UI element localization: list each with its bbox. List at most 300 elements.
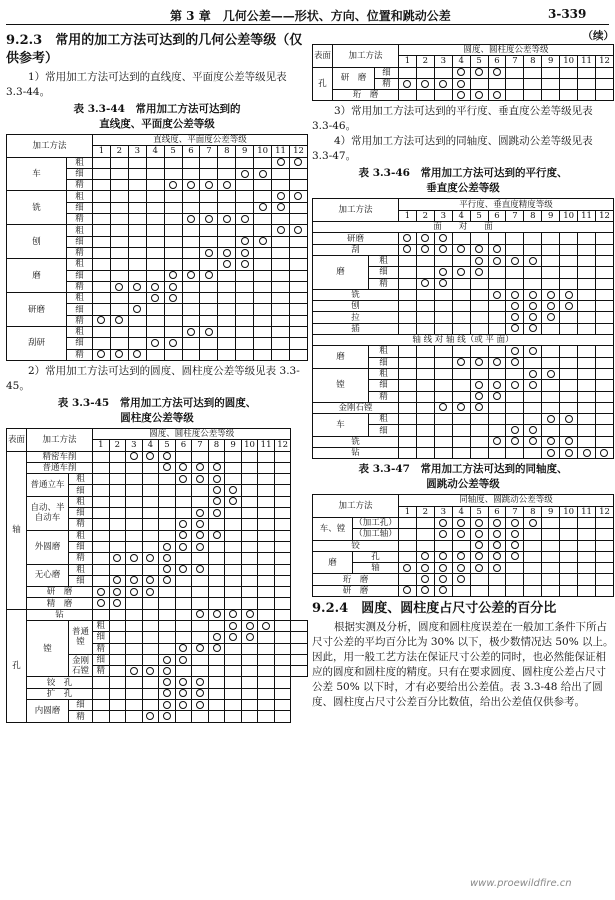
grade-cell bbox=[506, 368, 524, 379]
grade-cell bbox=[175, 632, 192, 643]
grade-cell bbox=[542, 312, 560, 323]
circle-mark-icon bbox=[163, 565, 171, 573]
circle-mark-icon bbox=[475, 268, 483, 276]
grade-cell bbox=[488, 323, 506, 334]
grade-cell bbox=[175, 508, 192, 519]
grade-cell bbox=[182, 315, 200, 326]
grade-cell bbox=[236, 180, 254, 191]
method-sub: 细 bbox=[67, 304, 93, 315]
method-name: 普通车削 bbox=[27, 462, 93, 473]
grade-cell bbox=[236, 214, 254, 225]
grade-cell bbox=[578, 78, 596, 89]
table-3-3-44 bbox=[6, 134, 308, 361]
method-name: 拉 bbox=[313, 312, 399, 323]
grade-cell bbox=[241, 530, 258, 541]
grade-cell bbox=[488, 289, 506, 300]
grade-cell bbox=[434, 233, 452, 244]
circle-mark-icon bbox=[529, 347, 537, 355]
grade-cell bbox=[416, 244, 434, 255]
grade-cell bbox=[289, 180, 307, 191]
method-sub: 粗 bbox=[69, 474, 93, 485]
grade-number: 2 bbox=[416, 210, 434, 221]
grade-cell bbox=[208, 666, 225, 677]
method-sub: 粗 bbox=[69, 530, 93, 541]
grade-cell bbox=[560, 289, 578, 300]
grade-cell bbox=[578, 255, 596, 266]
grade-cell bbox=[159, 688, 176, 699]
grade-cell bbox=[578, 233, 596, 244]
method-group: 车、镗 bbox=[313, 517, 353, 540]
grade-cell bbox=[128, 214, 146, 225]
grade-cell bbox=[175, 620, 192, 631]
grade-cell bbox=[164, 191, 182, 202]
grade-cell bbox=[182, 304, 200, 315]
grade-cell bbox=[109, 620, 126, 631]
grade-cell bbox=[258, 519, 275, 530]
grade-cell bbox=[146, 214, 164, 225]
grade-cell bbox=[578, 425, 596, 436]
grade-cell bbox=[488, 67, 506, 78]
grade-cell bbox=[289, 281, 307, 292]
section-9-2-4-body: 根据实测及分析，圆度和圆柱度误差在一般加工条件下所占尺寸公差的平均百分比为 30% 以下，极少数情况达 50% 以上。因此，用一般工艺方法在保证尺寸公差的同时，也必然能保证相应的圆度和圆柱度的精度。只有在要求圆度、圆柱度公差占尺寸公差 50% 以下时，才有必要给出公差值。表 3.3-48 给出了圆度、圆柱度占尺寸公差百分比数值，给出公差值仅供参考。 bbox=[312, 620, 614, 708]
grade-cell bbox=[93, 259, 111, 270]
grade-cell bbox=[128, 259, 146, 270]
method-sub: 细 bbox=[67, 236, 93, 247]
grade-cell bbox=[258, 508, 275, 519]
grade-cell bbox=[218, 157, 236, 168]
grade-cell bbox=[399, 301, 417, 312]
grade-cell bbox=[208, 620, 225, 631]
surface-hole: 孔 bbox=[313, 67, 333, 101]
circle-mark-icon bbox=[179, 565, 187, 573]
grade-cell bbox=[175, 688, 192, 699]
grade-cell bbox=[399, 402, 417, 413]
grade-cell bbox=[159, 508, 176, 519]
circle-mark-icon bbox=[439, 245, 447, 253]
grade-cell bbox=[560, 448, 578, 459]
circle-mark-icon bbox=[259, 170, 267, 178]
grade-cell bbox=[146, 281, 164, 292]
method-sub: （加工孔） bbox=[354, 518, 397, 529]
circle-mark-icon bbox=[223, 249, 231, 257]
circle-mark-icon bbox=[179, 689, 187, 697]
circle-mark-icon bbox=[511, 541, 519, 549]
grade-cell bbox=[470, 233, 488, 244]
grade-number: 8 bbox=[524, 56, 542, 67]
grade-cell bbox=[595, 574, 613, 585]
grade-cell bbox=[208, 496, 225, 507]
grade-cell bbox=[560, 585, 578, 596]
grade-cell bbox=[258, 700, 275, 711]
grade-cell bbox=[595, 436, 613, 447]
circle-mark-icon bbox=[529, 291, 537, 299]
grade-cell bbox=[142, 541, 159, 552]
grade-cell bbox=[93, 191, 111, 202]
grade-cell bbox=[254, 214, 272, 225]
grade-cell bbox=[560, 323, 578, 334]
grade-cell bbox=[399, 78, 417, 89]
grade-cell bbox=[524, 380, 542, 391]
grade-cell bbox=[399, 551, 417, 562]
grade-cell bbox=[542, 380, 560, 391]
grade-cell bbox=[218, 293, 236, 304]
grade-cell bbox=[192, 575, 209, 586]
grade-cell bbox=[506, 267, 524, 278]
grade-cell bbox=[218, 349, 236, 360]
grade-cell bbox=[164, 247, 182, 258]
grade-cell bbox=[225, 451, 242, 462]
grade-number: 11 bbox=[258, 440, 275, 451]
circle-mark-icon bbox=[205, 249, 213, 257]
grade-cell bbox=[110, 315, 128, 326]
grade-cell bbox=[272, 338, 290, 349]
grade-cell bbox=[416, 90, 434, 101]
grade-cell bbox=[175, 677, 192, 688]
grade-cell bbox=[164, 157, 182, 168]
grade-cell bbox=[274, 474, 291, 485]
circle-mark-icon bbox=[457, 552, 465, 560]
grade-cell bbox=[274, 609, 291, 620]
grade-cell bbox=[192, 519, 209, 530]
grade-cell bbox=[560, 391, 578, 402]
circle-mark-icon bbox=[493, 291, 501, 299]
grade-cell bbox=[542, 368, 560, 379]
grade-cell bbox=[399, 312, 417, 323]
grade-number: 10 bbox=[560, 506, 578, 517]
grade-cell bbox=[272, 293, 290, 304]
grade-cell bbox=[578, 90, 596, 101]
grade-cell bbox=[488, 278, 506, 289]
grade-cell bbox=[93, 530, 110, 541]
grade-cell bbox=[142, 666, 159, 677]
circle-mark-icon bbox=[493, 91, 501, 99]
grade-cell bbox=[470, 78, 488, 89]
grade-cell bbox=[578, 380, 596, 391]
grade-cell bbox=[128, 225, 146, 236]
grade-cell bbox=[109, 654, 126, 665]
grade-cell bbox=[542, 67, 560, 78]
method-name: 刨 bbox=[7, 225, 67, 259]
grade-cell bbox=[399, 529, 417, 540]
grade-cell bbox=[524, 402, 542, 413]
grade-cell bbox=[399, 517, 417, 528]
grade-cell bbox=[560, 574, 578, 585]
grade-cell bbox=[416, 78, 434, 89]
grade-cell bbox=[488, 380, 506, 391]
grade-cell bbox=[110, 191, 128, 202]
grade-cell bbox=[109, 598, 126, 609]
grade-cell bbox=[109, 575, 126, 586]
circle-mark-icon bbox=[205, 271, 213, 279]
grade-cell bbox=[542, 255, 560, 266]
grade-cell bbox=[399, 255, 417, 266]
table-row bbox=[7, 225, 308, 236]
grade-cell bbox=[560, 278, 578, 289]
grade-cell bbox=[109, 643, 126, 654]
grade-cell bbox=[208, 677, 225, 688]
grade-cell bbox=[434, 278, 452, 289]
circle-mark-icon bbox=[196, 543, 204, 551]
circle-mark-icon bbox=[213, 463, 221, 471]
method-sub: 细 bbox=[69, 541, 93, 552]
grade-cell bbox=[93, 609, 110, 620]
grade-cell bbox=[146, 304, 164, 315]
grade-cell bbox=[291, 666, 308, 677]
grade-cell bbox=[208, 575, 225, 586]
grade-cell bbox=[159, 643, 176, 654]
grade-cell bbox=[399, 574, 417, 585]
grade-cell bbox=[126, 553, 143, 564]
circle-mark-icon bbox=[163, 554, 171, 562]
grade-cell bbox=[236, 349, 254, 360]
method-group: 镗 bbox=[313, 368, 369, 402]
grade-cell bbox=[452, 255, 470, 266]
grade-cell bbox=[192, 541, 209, 552]
grade-cell bbox=[164, 349, 182, 360]
grade-cell bbox=[93, 168, 111, 179]
grade-cell bbox=[560, 244, 578, 255]
grade-cell bbox=[274, 688, 291, 699]
grade-cell bbox=[126, 474, 143, 485]
grade-cell bbox=[452, 357, 470, 368]
grade-cell bbox=[488, 517, 506, 528]
grade-cell bbox=[241, 553, 258, 564]
grade-cell bbox=[560, 301, 578, 312]
grade-cell bbox=[110, 327, 128, 338]
circle-mark-icon bbox=[196, 678, 204, 686]
grade-cell bbox=[175, 609, 192, 620]
grade-cell bbox=[452, 380, 470, 391]
circle-mark-icon bbox=[223, 260, 231, 268]
grade-cell bbox=[225, 700, 242, 711]
circle-mark-icon bbox=[565, 415, 573, 423]
grade-number: 11 bbox=[578, 506, 596, 517]
circle-mark-icon bbox=[113, 588, 121, 596]
method-sub: 细 bbox=[369, 425, 399, 436]
grade-cell bbox=[578, 312, 596, 323]
grade-cell bbox=[470, 436, 488, 447]
grade-number: 12 bbox=[289, 146, 307, 157]
circle-mark-icon bbox=[241, 215, 249, 223]
method-name: 铣 bbox=[313, 436, 399, 447]
grade-cell bbox=[241, 711, 258, 722]
table-row bbox=[313, 448, 614, 459]
grade-cell bbox=[524, 301, 542, 312]
method-sub: 细 bbox=[369, 357, 399, 368]
grade-cell bbox=[578, 448, 596, 459]
circle-mark-icon bbox=[115, 350, 123, 358]
grade-cell bbox=[109, 541, 126, 552]
table-row bbox=[313, 414, 614, 425]
grade-cell bbox=[93, 202, 111, 213]
method-sub: 粗 bbox=[67, 293, 93, 304]
grade-cell bbox=[258, 462, 275, 473]
grade-cell bbox=[159, 451, 176, 462]
grade-cell bbox=[289, 214, 307, 225]
grade-cell bbox=[109, 609, 126, 620]
grade-cell bbox=[146, 157, 164, 168]
grade-cell bbox=[452, 402, 470, 413]
grade-cell bbox=[595, 402, 613, 413]
grade-number: 5 bbox=[470, 506, 488, 517]
grade-cell bbox=[175, 451, 192, 462]
grade-cell bbox=[274, 700, 291, 711]
grade-cell bbox=[241, 462, 258, 473]
circle-mark-icon bbox=[187, 215, 195, 223]
grade-cell bbox=[524, 529, 542, 540]
grade-cell bbox=[208, 609, 225, 620]
grade-number: 4 bbox=[452, 506, 470, 517]
grade-cell bbox=[164, 168, 182, 179]
grade-cell bbox=[126, 508, 143, 519]
circle-mark-icon bbox=[229, 633, 237, 641]
grade-number: 6 bbox=[488, 506, 506, 517]
table-3-3-46-caption: 表 3.3-46 常用加工方法可达到的平行度、 垂直度公差等级 bbox=[358, 167, 568, 195]
circle-mark-icon bbox=[169, 339, 177, 347]
grade-cell bbox=[274, 654, 291, 665]
circle-mark-icon bbox=[529, 519, 537, 527]
grade-cell bbox=[159, 496, 176, 507]
grade-cell bbox=[200, 214, 218, 225]
circle-mark-icon bbox=[163, 678, 171, 686]
grade-cell bbox=[542, 323, 560, 334]
grade-cell bbox=[208, 530, 225, 541]
grade-cell bbox=[289, 259, 307, 270]
grade-cell bbox=[470, 368, 488, 379]
grade-cell bbox=[225, 564, 242, 575]
circle-mark-icon bbox=[439, 552, 447, 560]
grade-cell bbox=[452, 346, 470, 357]
grade-cell bbox=[524, 346, 542, 357]
method-name: 精 磨 bbox=[27, 598, 93, 609]
grade-cell bbox=[236, 236, 254, 247]
grade-cell bbox=[274, 643, 291, 654]
grade-cell bbox=[524, 233, 542, 244]
circle-mark-icon bbox=[439, 530, 447, 538]
grade-cell bbox=[274, 666, 291, 677]
grade-cell bbox=[175, 654, 192, 665]
circle-mark-icon bbox=[163, 712, 171, 720]
grade-cell bbox=[524, 368, 542, 379]
grade-number: 1 bbox=[399, 210, 417, 221]
grade-cell bbox=[164, 270, 182, 281]
grade-cell bbox=[254, 157, 272, 168]
method-name: 钻 bbox=[27, 609, 93, 620]
grade-cell bbox=[254, 202, 272, 213]
grade-cell bbox=[164, 304, 182, 315]
circle-mark-icon bbox=[213, 633, 221, 641]
grade-cell bbox=[524, 540, 542, 551]
grade-cell bbox=[272, 157, 290, 168]
grade-cell bbox=[399, 346, 417, 357]
grade-cell bbox=[208, 711, 225, 722]
circle-mark-icon bbox=[439, 564, 447, 572]
grade-cell bbox=[159, 587, 176, 598]
grade-cell bbox=[578, 323, 596, 334]
grade-cell bbox=[200, 236, 218, 247]
grade-cell bbox=[93, 214, 111, 225]
grade-cell bbox=[560, 312, 578, 323]
grade-cell bbox=[542, 278, 560, 289]
method-sub: 细 bbox=[67, 270, 93, 281]
grade-cell bbox=[164, 281, 182, 292]
grade-cell bbox=[470, 574, 488, 585]
grade-cell bbox=[159, 564, 176, 575]
grade-cell bbox=[399, 380, 417, 391]
grade-cell bbox=[142, 553, 159, 564]
grade-number: 9 bbox=[542, 210, 560, 221]
circle-mark-icon bbox=[213, 531, 221, 539]
grade-cell bbox=[218, 191, 236, 202]
grade-header: 圆度、圆柱度公差等级 bbox=[399, 45, 614, 56]
grade-cell bbox=[470, 551, 488, 562]
grade-cell bbox=[434, 391, 452, 402]
grade-cell bbox=[254, 349, 272, 360]
grade-cell bbox=[399, 357, 417, 368]
grade-cell bbox=[110, 214, 128, 225]
grade-cell bbox=[524, 517, 542, 528]
grade-cell bbox=[93, 327, 111, 338]
grade-cell bbox=[595, 448, 613, 459]
grade-cell bbox=[524, 448, 542, 459]
header-rule bbox=[6, 24, 609, 25]
grade-cell bbox=[452, 551, 470, 562]
grade-cell bbox=[506, 67, 524, 78]
grade-cell bbox=[434, 425, 452, 436]
grade-cell bbox=[218, 225, 236, 236]
grade-cell bbox=[416, 255, 434, 266]
grade-cell bbox=[128, 168, 146, 179]
grade-cell bbox=[109, 711, 126, 722]
grade-cell bbox=[208, 654, 225, 665]
grade-cell bbox=[258, 474, 275, 485]
grade-cell bbox=[416, 540, 434, 551]
circle-mark-icon bbox=[529, 324, 537, 332]
grade-cell bbox=[159, 677, 176, 688]
grade-cell bbox=[182, 327, 200, 338]
grade-number: 10 bbox=[560, 210, 578, 221]
grade-cell bbox=[241, 598, 258, 609]
grade-cell bbox=[182, 180, 200, 191]
grade-cell bbox=[109, 474, 126, 485]
method-header: 加工方法 bbox=[27, 428, 93, 451]
grade-cell bbox=[192, 643, 209, 654]
grade-cell bbox=[488, 436, 506, 447]
grade-cell bbox=[142, 575, 159, 586]
circle-mark-icon bbox=[196, 644, 204, 652]
circle-mark-icon bbox=[146, 452, 154, 460]
grade-cell bbox=[192, 553, 209, 564]
method-sub: 粗 bbox=[369, 346, 399, 357]
grade-cell bbox=[399, 323, 417, 334]
grade-cell bbox=[542, 529, 560, 540]
grade-cell bbox=[254, 270, 272, 281]
grade-cell bbox=[542, 517, 560, 528]
method-group: 镗 bbox=[27, 620, 69, 676]
grade-cell bbox=[126, 519, 143, 530]
grade-cell bbox=[159, 519, 176, 530]
grade-cell bbox=[470, 255, 488, 266]
grade-cell bbox=[470, 517, 488, 528]
grade-cell bbox=[200, 225, 218, 236]
grade-cell bbox=[218, 214, 236, 225]
grade-cell bbox=[109, 519, 126, 530]
grade-cell bbox=[416, 585, 434, 596]
grade-cell bbox=[291, 643, 308, 654]
circle-mark-icon bbox=[421, 279, 429, 287]
grade-cell bbox=[192, 474, 209, 485]
grade-cell bbox=[578, 551, 596, 562]
